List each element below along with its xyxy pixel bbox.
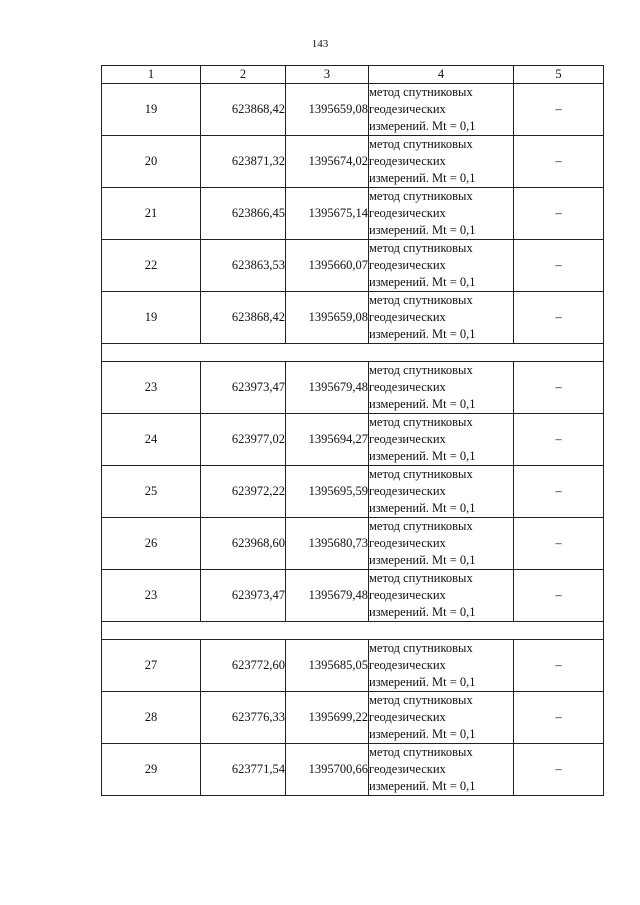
point-number-cell: 19 (102, 292, 201, 344)
y-coordinate-cell: 1395694,27 (286, 414, 369, 466)
point-number-cell: 29 (102, 744, 201, 796)
table-row (102, 466, 604, 518)
y-coordinate-cell: 1395674,02 (286, 136, 369, 188)
point-number-cell: 19 (102, 84, 201, 136)
note-cell: – (514, 240, 604, 292)
note-cell: – (514, 188, 604, 240)
separator-cell (102, 622, 604, 640)
table-body (102, 66, 604, 796)
x-coordinate-cell: 623866,45 (201, 188, 286, 240)
y-coordinate-cell: 1395680,73 (286, 518, 369, 570)
x-coordinate-cell: 623977,02 (201, 414, 286, 466)
coordinates-table (101, 65, 604, 796)
y-coordinate-cell: 1395695,59 (286, 466, 369, 518)
y-coordinate-cell: 1395675,14 (286, 188, 369, 240)
column-header: 5 (514, 66, 604, 84)
x-coordinate-cell: 623973,47 (201, 362, 286, 414)
group-separator-row (102, 344, 604, 362)
x-coordinate-cell: 623968,60 (201, 518, 286, 570)
column-header: 2 (201, 66, 286, 84)
point-number-cell: 27 (102, 640, 201, 692)
table-row (102, 414, 604, 466)
y-coordinate-cell: 1395700,66 (286, 744, 369, 796)
y-coordinate-cell: 1395699,22 (286, 692, 369, 744)
column-header: 4 (369, 66, 514, 84)
note-cell: – (514, 518, 604, 570)
point-number-cell: 22 (102, 240, 201, 292)
note-cell: – (514, 362, 604, 414)
method-cell: метод спутниковых геодезических измерений. Mt = 0,1 (369, 466, 514, 518)
point-number-cell: 28 (102, 692, 201, 744)
note-cell: – (514, 414, 604, 466)
x-coordinate-cell: 623776,33 (201, 692, 286, 744)
method-cell: метод спутниковых геодезических измерений. Mt = 0,1 (369, 744, 514, 796)
method-cell: метод спутниковых геодезических измерений. Mt = 0,1 (369, 414, 514, 466)
point-number-cell: 25 (102, 466, 201, 518)
table-row (102, 640, 604, 692)
table-header-row (102, 66, 604, 84)
note-cell: – (514, 640, 604, 692)
x-coordinate-cell: 623772,60 (201, 640, 286, 692)
method-cell: метод спутниковых геодезических измерений. Mt = 0,1 (369, 518, 514, 570)
table-row (102, 362, 604, 414)
separator-cell (102, 344, 604, 362)
point-number-cell: 23 (102, 570, 201, 622)
note-cell: – (514, 292, 604, 344)
column-header: 3 (286, 66, 369, 84)
method-cell: метод спутниковых геодезических измерений. Mt = 0,1 (369, 240, 514, 292)
point-number-cell: 23 (102, 362, 201, 414)
table-row (102, 518, 604, 570)
note-cell: – (514, 744, 604, 796)
method-cell: метод спутниковых геодезических измерений. Mt = 0,1 (369, 692, 514, 744)
point-number-cell: 24 (102, 414, 201, 466)
table-row (102, 240, 604, 292)
x-coordinate-cell: 623863,53 (201, 240, 286, 292)
note-cell: – (514, 570, 604, 622)
x-coordinate-cell: 623771,54 (201, 744, 286, 796)
method-cell: метод спутниковых геодезических измерений. Mt = 0,1 (369, 84, 514, 136)
method-cell: метод спутниковых геодезических измерений. Mt = 0,1 (369, 188, 514, 240)
table-row (102, 570, 604, 622)
table-row (102, 292, 604, 344)
table-row (102, 744, 604, 796)
table-row (102, 692, 604, 744)
table-row (102, 136, 604, 188)
point-number-cell: 26 (102, 518, 201, 570)
x-coordinate-cell: 623972,22 (201, 466, 286, 518)
y-coordinate-cell: 1395659,08 (286, 84, 369, 136)
page-number: 143 (311, 38, 329, 50)
x-coordinate-cell: 623868,42 (201, 292, 286, 344)
note-cell: – (514, 84, 604, 136)
y-coordinate-cell: 1395685,05 (286, 640, 369, 692)
method-cell: метод спутниковых геодезических измерений. Mt = 0,1 (369, 362, 514, 414)
point-number-cell: 20 (102, 136, 201, 188)
x-coordinate-cell: 623871,32 (201, 136, 286, 188)
y-coordinate-cell: 1395659,08 (286, 292, 369, 344)
note-cell: – (514, 692, 604, 744)
point-number-cell: 21 (102, 188, 201, 240)
method-cell: метод спутниковых геодезических измерений. Mt = 0,1 (369, 136, 514, 188)
method-cell: метод спутниковых геодезических измерений. Mt = 0,1 (369, 292, 514, 344)
y-coordinate-cell: 1395679,48 (286, 362, 369, 414)
y-coordinate-cell: 1395679,48 (286, 570, 369, 622)
x-coordinate-cell: 623973,47 (201, 570, 286, 622)
x-coordinate-cell: 623868,42 (201, 84, 286, 136)
method-cell: метод спутниковых геодезических измерений. Mt = 0,1 (369, 640, 514, 692)
column-header: 1 (102, 66, 201, 84)
method-cell: метод спутниковых геодезических измерений. Mt = 0,1 (369, 570, 514, 622)
group-separator-row (102, 622, 604, 640)
note-cell: – (514, 136, 604, 188)
table-row (102, 84, 604, 136)
note-cell: – (514, 466, 604, 518)
table-row (102, 188, 604, 240)
y-coordinate-cell: 1395660,07 (286, 240, 369, 292)
